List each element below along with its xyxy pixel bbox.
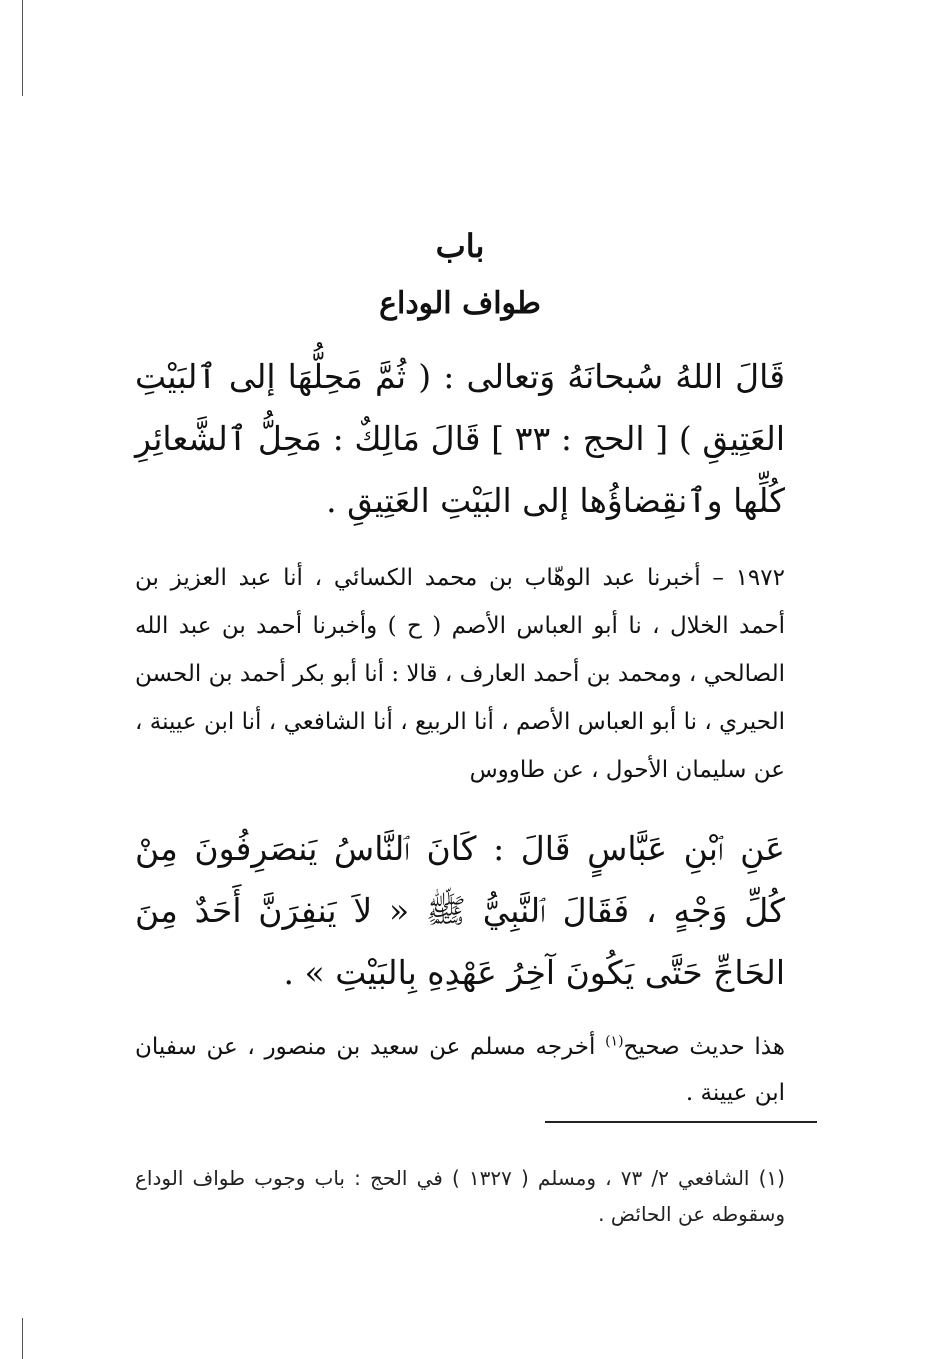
grading-text-start: هذا حديث صحيح — [623, 1034, 785, 1060]
quran-verse-paragraph: قَالَ اللهُ سُبحانَهُ وَتعالى : ( ثُمَّ مَحِلُّهَا إلى ٱلبَيْتِ العَتِيقِ ) [ الحج : ٣٣ ] قَالَ مَالِكٌ : مَحِلُّ ٱلشَّعائِرِ كُلِّها وٱنقِضاؤُها إلى البَيْتِ العَتِيقِ . — [135, 357, 785, 520]
hadith-text: عَنِ ٱبْنِ عَبَّاسٍ قَالَ : كَانَ ٱلنَّاسُ يَنصَرِفُونَ مِنْ كُلِّ وَجْهٍ ، فَقَالَ ٱلنَّبِيُّ ﷺ « لاَ يَنفِرَنَّ أَحَدٌ مِنَ الحَاجِّ حَتَّى يَكُونَ آخِرُ عَهْدِهِ بِالبَيْتِ » . — [135, 829, 785, 992]
chapter-subtitle: طواف الوداع — [379, 286, 541, 321]
binding-edge-line-lower — [22, 1318, 23, 1359]
hadith-grading — [135, 1024, 785, 1116]
footnote: (١) الشافعي ٢/ ٧٣ ، ومسلم ( ١٣٢٧ ) في الحج : باب وجوب طواف الوداع وسقوطه عن الحائض . — [135, 1166, 785, 1226]
chapter-title: باب — [435, 227, 485, 265]
page-body — [135, 226, 785, 1116]
footnote-separator — [545, 1121, 817, 1123]
footnote-marker: (١) — [605, 1033, 624, 1050]
grading-text-end: أخرجه مسلم عن سعيد بن منصور ، عن سفيان ابن عيينة . — [135, 1034, 785, 1106]
hadith-isnad: ١٩٧٢ – أخبرنا عبد الوهّاب بن محمد الكسائي ، أنا عبد العزيز بن أحمد الخلال ، نا أبو العباس الأصم ( ح ) وأخبرنا أحمد بن عبد الله الصالحي ، ومحمد بن أحمد العارف ، قالا : أنا أبو بكر أحمد بن الحسن الحيري ، نا أبو العباس الأصم ، أنا الربيع ، أنا الشافعي ، أنا ابن عيينة ، عن سليمان الأحول ، عن طاووس — [135, 565, 785, 783]
binding-edge-line — [22, 0, 23, 96]
